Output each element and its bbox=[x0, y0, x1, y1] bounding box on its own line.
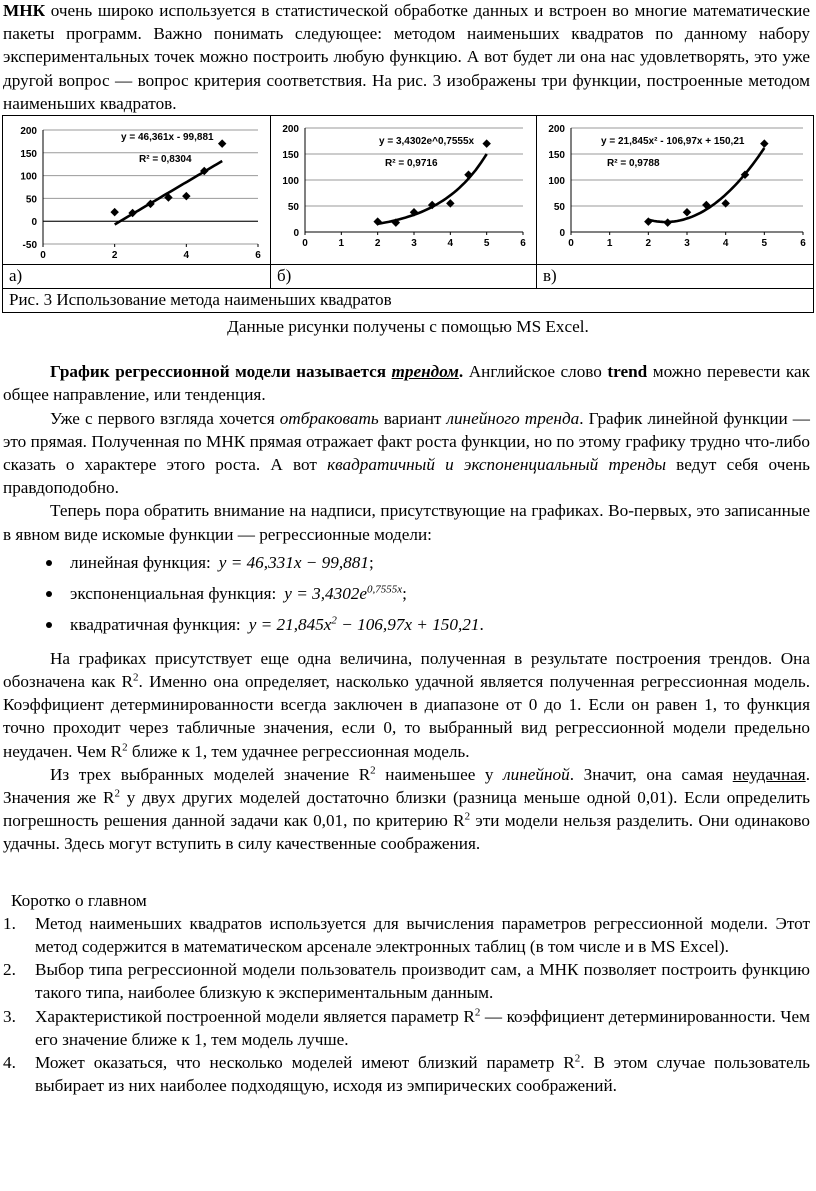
linear-trend-paragraph bbox=[0, 407, 816, 500]
chart-linear bbox=[3, 116, 270, 264]
x-tick-label: 2 bbox=[645, 238, 652, 250]
summary-text-3a: Характеристикой построенной модели является параметр R bbox=[35, 1006, 475, 1026]
summary-num-1: 1. bbox=[3, 913, 16, 933]
panel-label-a: а) bbox=[3, 265, 271, 289]
para5-sup-1: 2 bbox=[370, 764, 376, 777]
trend-equation-label: y = 21,845x² - 106,97x + 150,21 bbox=[601, 136, 745, 148]
summary-num-4: 4. bbox=[3, 1053, 16, 1073]
para4-sup-1: 2 bbox=[133, 671, 139, 684]
para4-sup-2: 2 bbox=[122, 740, 128, 753]
model-linear-label: линейная функция: bbox=[70, 552, 211, 572]
para2-italic-linear: линейного тренда bbox=[446, 408, 580, 428]
y-tick-label: 150 bbox=[20, 148, 37, 160]
y-tick-label: 0 bbox=[559, 228, 565, 240]
figure-caption: Рис. 3 Использование метода наименьших квадратов bbox=[3, 289, 814, 313]
para2-text-b: вариант bbox=[378, 408, 447, 428]
comparison-paragraph bbox=[0, 763, 816, 856]
data-point bbox=[683, 208, 691, 216]
summary-text-4b: . В этом случае пользователь выбирает из них наиболее подходящую, исходя из эмпирических соображений. bbox=[35, 1053, 810, 1096]
chart-panel-b bbox=[271, 116, 537, 265]
trendline bbox=[648, 148, 764, 222]
chart-exponential bbox=[271, 116, 536, 264]
summary-item-4 bbox=[0, 1051, 816, 1097]
intro-lead: МНК bbox=[3, 1, 46, 20]
data-point bbox=[482, 139, 490, 147]
para4-text-c: ближе к 1, тем удачнее регрессионная модель. bbox=[127, 741, 470, 761]
figure-source-note: Данные рисунки получены с помощью MS Excel. bbox=[227, 317, 589, 337]
summary-text-2: Выбор типа регрессионной модели пользователь производит сам, а МНК позволяет построить функцию такого типа, наиболее близкую к экспериментальным данным. bbox=[35, 960, 810, 1003]
para5-text-d: . Значения же R bbox=[3, 764, 810, 808]
x-tick-label: 4 bbox=[722, 238, 729, 250]
model-quad-formula-a: y = 21,845x bbox=[248, 614, 332, 634]
x-tick-label: 2 bbox=[374, 238, 381, 250]
para5-text-f: эти модели нельзя разделить. Они одинаково удачны. Здесь могут вступить в силу качественные соображения. bbox=[3, 811, 810, 854]
x-tick-label: 1 bbox=[606, 238, 613, 250]
chart-quadratic bbox=[537, 116, 813, 264]
summary-num-3: 3. bbox=[3, 1006, 16, 1026]
labels-paragraph: Теперь пора обратить внимание на надписи, присутствующие на графиках. Во-первых, это записанные в явном виде искомые функции — регрессионные модели: bbox=[3, 501, 810, 544]
y-tick-label: 50 bbox=[287, 202, 299, 214]
model-linear bbox=[0, 548, 816, 579]
trend-equation-label: y = 46,361x - 99,881 bbox=[121, 132, 214, 144]
x-tick-label: 6 bbox=[255, 250, 261, 262]
para2-italic-trends: квадратичный и экспоненциальный тренды bbox=[327, 455, 666, 475]
y-tick-label: -50 bbox=[22, 240, 37, 252]
trend-paragraph bbox=[0, 360, 816, 406]
summary-sup-4: 2 bbox=[574, 1052, 581, 1065]
trend-bold-end: . bbox=[458, 362, 464, 382]
summary-item-3 bbox=[0, 1005, 816, 1051]
trend-word: trend bbox=[607, 362, 648, 382]
para5-text-c: . Значит, она самая bbox=[569, 764, 733, 784]
data-point bbox=[110, 208, 118, 216]
x-tick-label: 0 bbox=[302, 238, 308, 250]
trend-rest-a: Английское слово bbox=[463, 362, 608, 382]
model-quad-end: . bbox=[479, 614, 484, 634]
model-quad-power: 2 bbox=[331, 614, 337, 627]
para2-text-a: Уже с первого взгляда хочется bbox=[50, 408, 280, 428]
x-tick-label: 4 bbox=[183, 250, 190, 262]
data-point bbox=[644, 217, 652, 225]
data-point bbox=[218, 139, 226, 147]
trend-rest-b: можно перевести как общее направление, или тенденция. bbox=[3, 362, 810, 405]
y-tick-label: 150 bbox=[282, 150, 299, 162]
panel-label-b: б) bbox=[271, 265, 537, 289]
y-tick-label: 100 bbox=[548, 176, 565, 188]
x-tick-label: 6 bbox=[800, 238, 806, 250]
para5-text-b: наименьшее у bbox=[375, 764, 504, 784]
summary-text-4a: Может оказаться, что несколько моделей имеют близкий параметр R bbox=[35, 1053, 575, 1073]
para2-text-d: ведут себя очень правдоподобно. bbox=[3, 455, 811, 498]
summary-text-1: Метод наименьших квадратов используется для вычисления параметров регрессионной модели. Этот метод содержится в математическом арсенале электронных таблиц (в том числе и в MS Excel). bbox=[35, 913, 810, 957]
summary-sup-3: 2 bbox=[474, 1005, 481, 1018]
r2-paragraph bbox=[0, 647, 816, 763]
data-point bbox=[464, 171, 472, 179]
y-tick-label: 150 bbox=[548, 150, 565, 162]
para5-italic-linear: линейной bbox=[503, 764, 570, 784]
summary-num-2: 2. bbox=[3, 960, 16, 980]
summary-text-3b: — коэффициент детерминированности. Чем его значение ближе к 1, тем модель лучше. bbox=[35, 1006, 811, 1049]
model-quad-formula-b: − 106,97x + 150,21 bbox=[336, 614, 480, 634]
x-tick-label: 5 bbox=[761, 238, 768, 250]
para5-sup-2: 2 bbox=[114, 787, 120, 800]
summary-item-1 bbox=[0, 912, 816, 958]
r-squared-label: R² = 0,8304 bbox=[139, 154, 192, 166]
y-tick-label: 200 bbox=[20, 126, 37, 138]
y-tick-label: 100 bbox=[282, 176, 299, 188]
data-point bbox=[663, 218, 671, 226]
para2-italic-reject: отбраковать bbox=[279, 408, 379, 428]
model-exp-label: экспоненциальная функция: bbox=[70, 583, 277, 603]
model-linear-end: ; bbox=[368, 552, 374, 572]
trend-equation-label: y = 3,4302e^0,7555x bbox=[379, 136, 475, 148]
model-exp-end: ; bbox=[402, 583, 407, 603]
r-squared-label: R² = 0,9788 bbox=[607, 158, 660, 170]
x-tick-label: 4 bbox=[447, 238, 454, 250]
x-tick-label: 0 bbox=[568, 238, 574, 250]
x-tick-label: 3 bbox=[411, 238, 417, 250]
x-tick-label: 2 bbox=[111, 250, 118, 262]
summary-title: Коротко о главном bbox=[11, 890, 147, 910]
y-tick-label: 50 bbox=[25, 194, 37, 206]
x-tick-label: 1 bbox=[338, 238, 345, 250]
figure-table bbox=[2, 115, 814, 313]
summary-item-2 bbox=[0, 958, 816, 1004]
x-tick-label: 3 bbox=[684, 238, 690, 250]
r-squared-label: R² = 0,9716 bbox=[385, 158, 438, 170]
para5-sup-3: 2 bbox=[464, 810, 471, 823]
y-tick-label: 200 bbox=[548, 124, 565, 136]
y-tick-label: 200 bbox=[282, 124, 299, 136]
panel-label-c: в) bbox=[537, 265, 814, 289]
model-quad-label: квадратичная функция: bbox=[70, 614, 241, 634]
chart-panel-a bbox=[3, 116, 271, 265]
y-tick-label: 100 bbox=[20, 171, 37, 183]
para4-text-b: . Именно она определяет, насколько удачной является полученная регрессионная модель. Коэффициент детерминированности всегда заключен в диапазоне от 0 до 1. Если он равен 1, то функция точно проходит через табличные значения, если 0, то выбранный вид регрессионной модели предельно неудачен. Чем R bbox=[3, 672, 810, 761]
para2-text-c: . График линейной функции — это прямая. Полученная по МНК прямая отражает факт роста функции, но по этому графику трудно что-либо сказать о характере этого роста. А вот bbox=[3, 408, 810, 475]
intro-text: очень широко используется в статистической обработке данных и встроен во многие математические пакеты программ. Важно понимать следующее: методом наименьших квадратов по данному набору экспериментальных точек можно построить любую функцию. А вот будет ли она нас удовлетворять, это уже другой вопрос — вопрос критерия соответствия. На рис. 3 изображены три функции, построенные методом наименьших квадратов. bbox=[3, 1, 810, 113]
para5-text-e: у двух других моделей достаточно близки (разница меньше одной 0,01). Если определить погрешность решения данной задачи как 0,01, по критерию R bbox=[3, 788, 810, 831]
intro-paragraph bbox=[0, 0, 816, 115]
y-tick-label: 50 bbox=[553, 202, 565, 214]
y-tick-label: 0 bbox=[293, 228, 299, 240]
model-quadratic bbox=[0, 610, 816, 641]
para4-text-a: На графиках присутствует еще одна величина, полученная в результате построения трендов. Она обозначена как R bbox=[3, 648, 810, 692]
chart-panel-c bbox=[537, 116, 814, 265]
model-exp-power: 0,7555x bbox=[367, 583, 403, 596]
model-list bbox=[0, 548, 816, 641]
data-point bbox=[760, 139, 768, 147]
data-point bbox=[182, 192, 190, 200]
para5-text-a: Из трех выбранных моделей значение R bbox=[50, 764, 371, 784]
model-exp-formula: y = 3,4302e bbox=[284, 583, 368, 603]
x-tick-label: 0 bbox=[40, 250, 46, 262]
model-linear-formula: y = 46,331x − 99,881 bbox=[218, 552, 369, 572]
x-tick-label: 5 bbox=[483, 238, 490, 250]
para5-underlined: неудачная bbox=[732, 764, 806, 784]
trend-bold-start: График регрессионной модели называется bbox=[50, 362, 392, 382]
trend-term: трендом bbox=[391, 362, 459, 382]
summary-list bbox=[0, 912, 816, 1098]
x-tick-label: 6 bbox=[520, 238, 526, 250]
y-tick-label: 0 bbox=[31, 217, 37, 229]
model-exponential bbox=[0, 579, 816, 610]
